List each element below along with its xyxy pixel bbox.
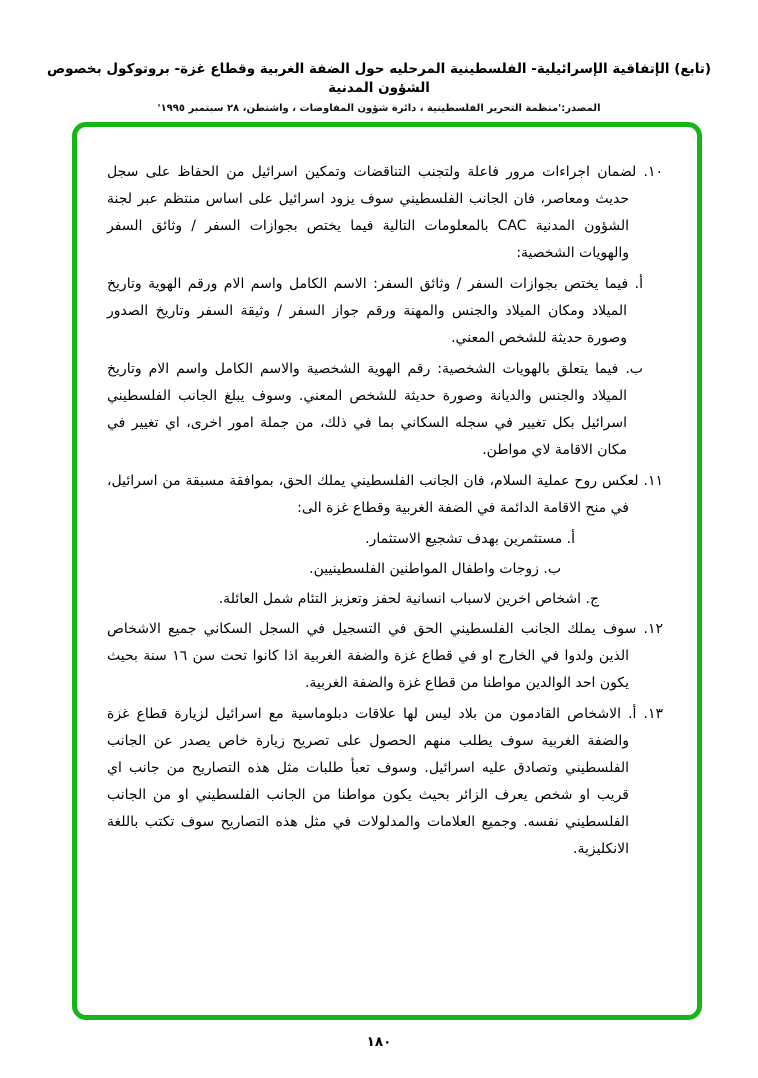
document-body — [107, 159, 663, 867]
paragraph-item-11c: ج. اشخاص اخرين لاسباب انسانية لحفز وتعزيز التئام شمل العائلة. — [218, 591, 599, 607]
paragraph-item-13: ١٣. أ. الاشخاص القادمون من بلاد ليس لها علاقات دبلوماسية مع اسرائيل لزيارة قطاع غزة والضفة الغربية سوف يطلب منهم الحصول على تصريح زيارة خاص يصدر عن الجانب الفلسطيني وتصادق عليه اسرائيل. وسوف تعبأ طلبات مثل هذه التصاريح من جانب اي قريب او شخص يعرف الزائر بحيث يكون مواطنا من الجانب الفلسطيني او من الجانب الفلسطيني نفسه. وجميع العلامات والمدلولات في مثل هذه التصاريح سوف تكتب باللغة الانكليزية. — [107, 706, 663, 857]
content-border-box — [72, 122, 702, 1020]
page-number: ١٨٠ — [366, 1034, 392, 1050]
paragraph-item-10: ١٠. لضمان اجراءات مرور فاعلة ولتجنب التناقضات وتمكين اسرائيل من الحفاظ على سجل حديث ومعاصر، فان الجانب الفلسطيني سوف يزود اسرائيل على اساس منتظم عبر لجنة الشؤون المدنية CAC بالمعلومات التالية فيما يختص بجوازات السفر / وثائق السفر والهويات الشخصية: — [107, 164, 663, 261]
document-source-line: المصدر:'منظمة التحرير الفلسطينية ، دائرة شؤون المفاوضات ، واشنطن، ٢٨ سبتمبر ١٩٩٥' — [157, 102, 601, 114]
paragraph-item-11b: ب. زوجات واطفال المواطنين الفلسطينيين. — [309, 561, 561, 577]
paragraph-item-10a: أ. فيما يختص بجوازات السفر / وثائق السفر: الاسم الكامل واسم الام ورقم الهوية وتاريخ الميلاد ومكان الميلاد والجنس والمهنة ورقم جواز السفر / وثيقة السفر وتاريخ الصدور وصورة حديثة للشخص المعني. — [107, 276, 643, 346]
paragraph-item-11: ١١. لعكس روح عملية السلام، فان الجانب الفلسطيني يملك الحق، بموافقة مسبقة من اسرائيل، في منح الاقامة الدائمة في الضفة الغربية وقطاع غزة الى: — [107, 473, 663, 516]
page-header — [30, 60, 728, 114]
document-title: (تابع) الإتفاقية الإسرائيلية- الفلسطينية المرحليه حول الضفة الغربية وقطاع غزة- بروتوكول بخصوص الشؤون المدنية — [47, 61, 711, 96]
paragraph-item-12: ١٢. سوف يملك الجانب الفلسطيني الحق في التسجيل في السجل السكاني جميع الاشخاص الذين ولدوا في الخارج او في قطاع غزة والضفة الغربية اذا كانوا تحت سن ١٦ سنة بحيث يكون احد الوالدين مواطنا من قطاع غزة والضفة الغربية. — [107, 621, 663, 691]
paragraph-item-10b: ب. فيما يتعلق بالهويات الشخصية: رقم الهوية الشخصية والاسم الكامل واسم الام وتاريخ الميلاد والجنس والديانة وصورة حديثة للشخص المعني. وسوف يبلغ الجانب الفلسطيني اسرائيل بكل تغيير في سجله السكاني بما في ذلك، من جملة امور اخرى، اي تغيير في مكان الاقامة لاي مواطن. — [107, 361, 643, 458]
paragraph-item-11a: أ. مستثمرين بهدف تشجيع الاستثمار. — [365, 531, 575, 547]
